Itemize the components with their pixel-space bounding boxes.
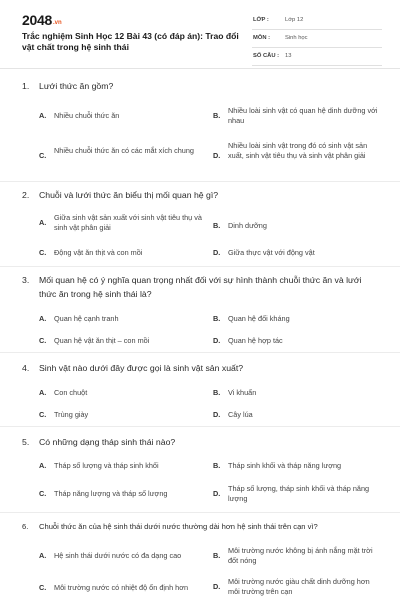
meta-label: SỐ CÂU :: [253, 53, 280, 59]
question-body: Lưới thức ăn gồm?: [39, 81, 114, 91]
option-letter: A.: [39, 218, 47, 227]
option-letter: D.: [213, 582, 221, 591]
site-logo[interactable]: [22, 12, 62, 28]
question-body: Chuỗi thức ăn của hệ sinh thái dưới nước thường dài hơn hệ sinh thái trên cạn vì?: [39, 522, 318, 531]
option-text: Môi trường nước giàu chất dinh dưỡng hơn môi trường trên cạn: [228, 577, 370, 597]
option-letter: D.: [213, 489, 221, 498]
option-text: Hệ sinh thái dưới nước có đa dạng cao: [54, 551, 182, 560]
meta-label: LỚP :: [253, 17, 269, 23]
question-divider: [0, 352, 400, 353]
option-text: Môi trường nước có nhiệt độ ổn định hơn: [54, 583, 189, 592]
meta-value: Sinh học: [285, 35, 308, 41]
option-text: Giữa thực vật với động vật: [228, 248, 315, 257]
option-text: Dinh dưỡng: [228, 221, 267, 230]
question-body: Có những dạng tháp sinh thái nào?: [39, 437, 176, 447]
question-number: 3.: [22, 275, 30, 285]
question-number: 1.: [22, 81, 30, 91]
meta-row-count: [252, 49, 382, 66]
option-letter: B.: [213, 111, 221, 120]
page-title: Trắc nghiệm Sinh Học 12 Bài 43 (có đáp án): Trao đổi vật chất trong hệ sinh thái: [22, 31, 239, 52]
option-letter: C.: [39, 410, 47, 419]
option-letter: B.: [213, 314, 221, 323]
meta-row-class: [252, 13, 382, 30]
question-divider: [0, 181, 400, 182]
option-letter: D.: [213, 151, 221, 160]
question-text: [22, 362, 382, 376]
option-text: Quan hệ vật ăn thịt – con mồi: [54, 336, 150, 345]
option-letter: B.: [213, 551, 221, 560]
option-text: Quan hệ cạnh tranh: [54, 314, 119, 323]
option-text: Trùng giày: [54, 410, 89, 419]
option-letter: A.: [39, 461, 47, 470]
option-text: Cây lúa: [228, 410, 253, 419]
question-text: [22, 436, 382, 450]
option-text: Nhiều loài sinh vật có quan hệ dinh dưỡng với nhau: [228, 106, 378, 126]
header-divider: [0, 68, 400, 69]
option-letter: C.: [39, 248, 47, 257]
option-text: Nhiều chuỗi thức ăn: [54, 111, 120, 120]
option-letter: C.: [39, 336, 47, 345]
option-letter: A.: [39, 388, 47, 397]
option-letter: B.: [213, 221, 221, 230]
question-divider: [0, 426, 400, 427]
option-letter: D.: [213, 248, 221, 257]
option-text: Nhiều loài sinh vật trong đó có sinh vật sản xuất, sinh vật tiêu thụ và sinh vật phân giải: [228, 141, 368, 161]
option-text: Tháp sinh khối và tháp năng lượng: [228, 461, 342, 470]
question-body: Sinh vật nào dưới đây được gọi là sinh vật sản xuất?: [39, 363, 244, 373]
option-letter: C.: [39, 489, 47, 498]
meta-value: Lớp 12: [285, 17, 304, 23]
option-letter: D.: [213, 336, 221, 345]
logo-text: 2048: [22, 12, 52, 28]
question-text: [22, 189, 382, 203]
option-text: Tháp số lượng và tháp sinh khối: [54, 461, 159, 470]
question-divider: [0, 512, 400, 513]
option-text: Giữa sinh vật sản xuất với sinh vật tiêu thụ và sinh vật phân giải: [54, 213, 202, 233]
option-letter: A.: [39, 551, 47, 560]
page-header: [0, 0, 400, 66]
option-text: Tháp số lượng, tháp sinh khối và tháp năng lượng: [228, 484, 370, 504]
question-divider: [0, 266, 400, 267]
option-text: Quan hệ hợp tác: [228, 336, 283, 345]
option-text: Vi khuẩn: [228, 388, 257, 397]
option-text: Tháp năng lượng và tháp số lượng: [54, 489, 168, 498]
option-letter: B.: [213, 461, 221, 470]
option-letter: A.: [39, 314, 47, 323]
question-number: 2.: [22, 190, 30, 200]
option-letter: B.: [213, 388, 221, 397]
option-text: Con chuột: [54, 388, 88, 397]
question-number: 6.: [22, 522, 29, 531]
question-text: [22, 520, 382, 534]
meta-value: 13: [285, 53, 292, 59]
quiz-meta-table: [252, 13, 382, 67]
option-letter: C.: [39, 583, 47, 592]
option-letter: D.: [213, 410, 221, 419]
option-text: Động vật ăn thịt và con mồi: [54, 248, 143, 257]
option-text: Nhiều chuỗi thức ăn có các mắt xích chung: [54, 146, 194, 155]
question-text: [22, 274, 382, 299]
option-text: Quan hệ đối kháng: [228, 314, 290, 323]
option-letter: A.: [39, 111, 47, 120]
question-body: Chuỗi và lưới thức ăn biểu thị mối quan hệ gì?: [39, 190, 219, 200]
option-letter: C.: [39, 151, 47, 160]
question-body: Mối quan hệ có ý nghĩa quan trọng nhất đối với sự hình thành chuỗi thức ăn và lưới thức ăn trong hệ sinh thái là?: [39, 275, 362, 299]
question-number: 4.: [22, 363, 30, 373]
logo-suffix: .vn: [52, 20, 62, 26]
meta-label: MÔN :: [253, 35, 271, 41]
question-text: [22, 80, 382, 94]
option-text: Môi trường nước không bị ánh nắng mặt trời đốt nóng: [228, 546, 373, 566]
question-number: 5.: [22, 437, 30, 447]
meta-row-subject: [252, 31, 382, 48]
